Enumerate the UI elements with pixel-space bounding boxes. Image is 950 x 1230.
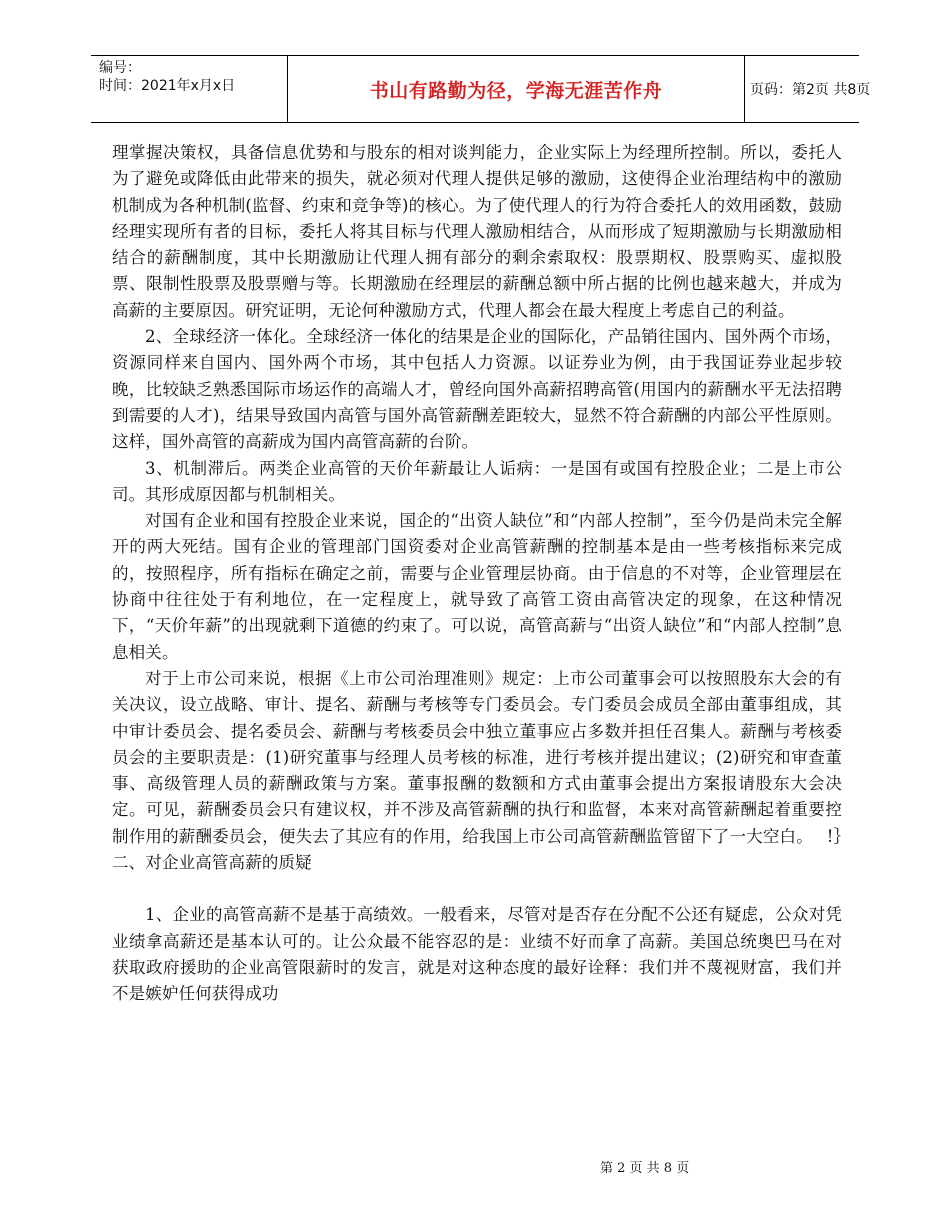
paragraph-continued: 理掌握决策权，具备信息优势和与股东的相对谈判能力，企业实际上为经理所控制。所以，委托人为了避免或降低由此带来的损失，就必须对代理人提供足够的激励，这使得企业治理结构中的激励机制成为各种机制(监督、约束和竞争等)的核心。为了使代理人的行为符合委托人的效用函数，鼓励经理实现所有者的目标，委托人将其目标与代理人激励相结合，从而形成了短期激励与长期激励相结合的薪酬制度，其中长期激励让代理人拥有部分的剩余索取权：股票期权、股票购买、虚拟股票、限制性股票及股票赠与等。长期激励在经理层的薪酬总额中所占据的比例也越来越大，并成为高薪的主要原因。研究证明，无论何种激励方式，代理人都会在最大程度上考虑自己的利益。 [112, 143, 842, 320]
header-motto-cell [287, 56, 745, 122]
document-body [112, 140, 842, 1008]
page-header [91, 55, 871, 123]
document-number-label: 编号： [99, 60, 141, 76]
paragraph-state-owned: 对国有企业和国有控股企业来说，国企的“出资人缺位”和“内部人控制”，至今仍是尚未完全解开的两大死结。国有企业的管理部门国资委对企业高管薪酬的控制基本是由一些考核指标来完成的，按照程序，所有指标在确定之前，需要与企业管理层协商。由于信息的不对等，企业管理层在协商中往往处于有利地位，在一定程度上，就导致了高管工资由高管决定的现象，在这种情况下，“天价年薪”的出现就剩下道德的约束了。可以说，高管高薪与“出资人缺位”和“内部人控制”息息相关。 [112, 511, 842, 662]
paragraph-performance: 1、企业的高管高薪不是基于高绩效。一般看来，尽管对是否存在分配不公还有疑虑，公众对凭业绩拿高薪还是基本认可的。让公众最不能容忍的是：业绩不好而拿了高薪。美国总统奥巴马在对获取政府援助的企业高管限薪时的发言，就是对这种态度的最好诠释：我们并不蔑视财富，我们并不是嫉妒任何获得成功 [112, 905, 842, 1004]
paragraph-mechanism-lag: 3、机制滞后。两类企业高管的天价年薪最让人诟病：一是国有或国有控股企业；二是上市公司。其形成原因都与机制相关。 [112, 458, 842, 504]
document-time-label: 时间：2021年x月x日 [99, 78, 236, 94]
header-motto: 书山有路勤为径，学海无涯苦作舟 [369, 79, 663, 102]
page-footer: 第 2 页 共 8 页 [600, 1161, 690, 1176]
header-page-cell [744, 56, 871, 122]
paragraph-listed-companies: 对于上市公司来说，根据《上市公司治理准则》规定：上市公司董事会可以按照股东大会的有关决议，设立战略、审计、提名、薪酬与考核等专门委员会。专门委员会成员全部由董事组成，其中审计委员会、提名委员会、薪酬与考核委员会中独立董事应占多数并担任召集人。薪酬与考核委员会的主要职责是：(1)研究董事与经理人员考核的标准，进行考核并提出建议；(2)研究和审查董事、高级管理人员的薪酬政策与方案。董事报酬的数额和方式由董事会提出方案报请股东大会决定。可见，薪酬委员会只有建议权，并不涉及高管薪酬的执行和监督，本来对高管薪酬起着重要控制作用的薪酬委员会，便失去了其应有的作用，给我国上市公司高管薪酬监管留下了一大空白。 !｝二、对企业高管高薪的质疑 [112, 668, 842, 873]
header-page-info: 页码：第2页 共8页 [750, 82, 871, 98]
paragraph-global-economy: 2、全球经济一体化。全球经济一体化的结果是企业的国际化，产品销往国内、国外两个市场，资源同样来自国内、国外两个市场，其中包括人力资源。以证券业为例，由于我国证券业起步较晚，比较缺乏熟悉国际市场运作的高端人才，曾经向国外高薪招聘高管(用国内的薪酬水平无法招聘到需要的人才)，结果导致国内高管与国外高管薪酬差距较大，显然不符合薪酬的内部公平性原则。这样，国外高管的高薪成为国内高管高薪的台阶。 [112, 327, 842, 452]
header-left-cell [91, 56, 287, 122]
